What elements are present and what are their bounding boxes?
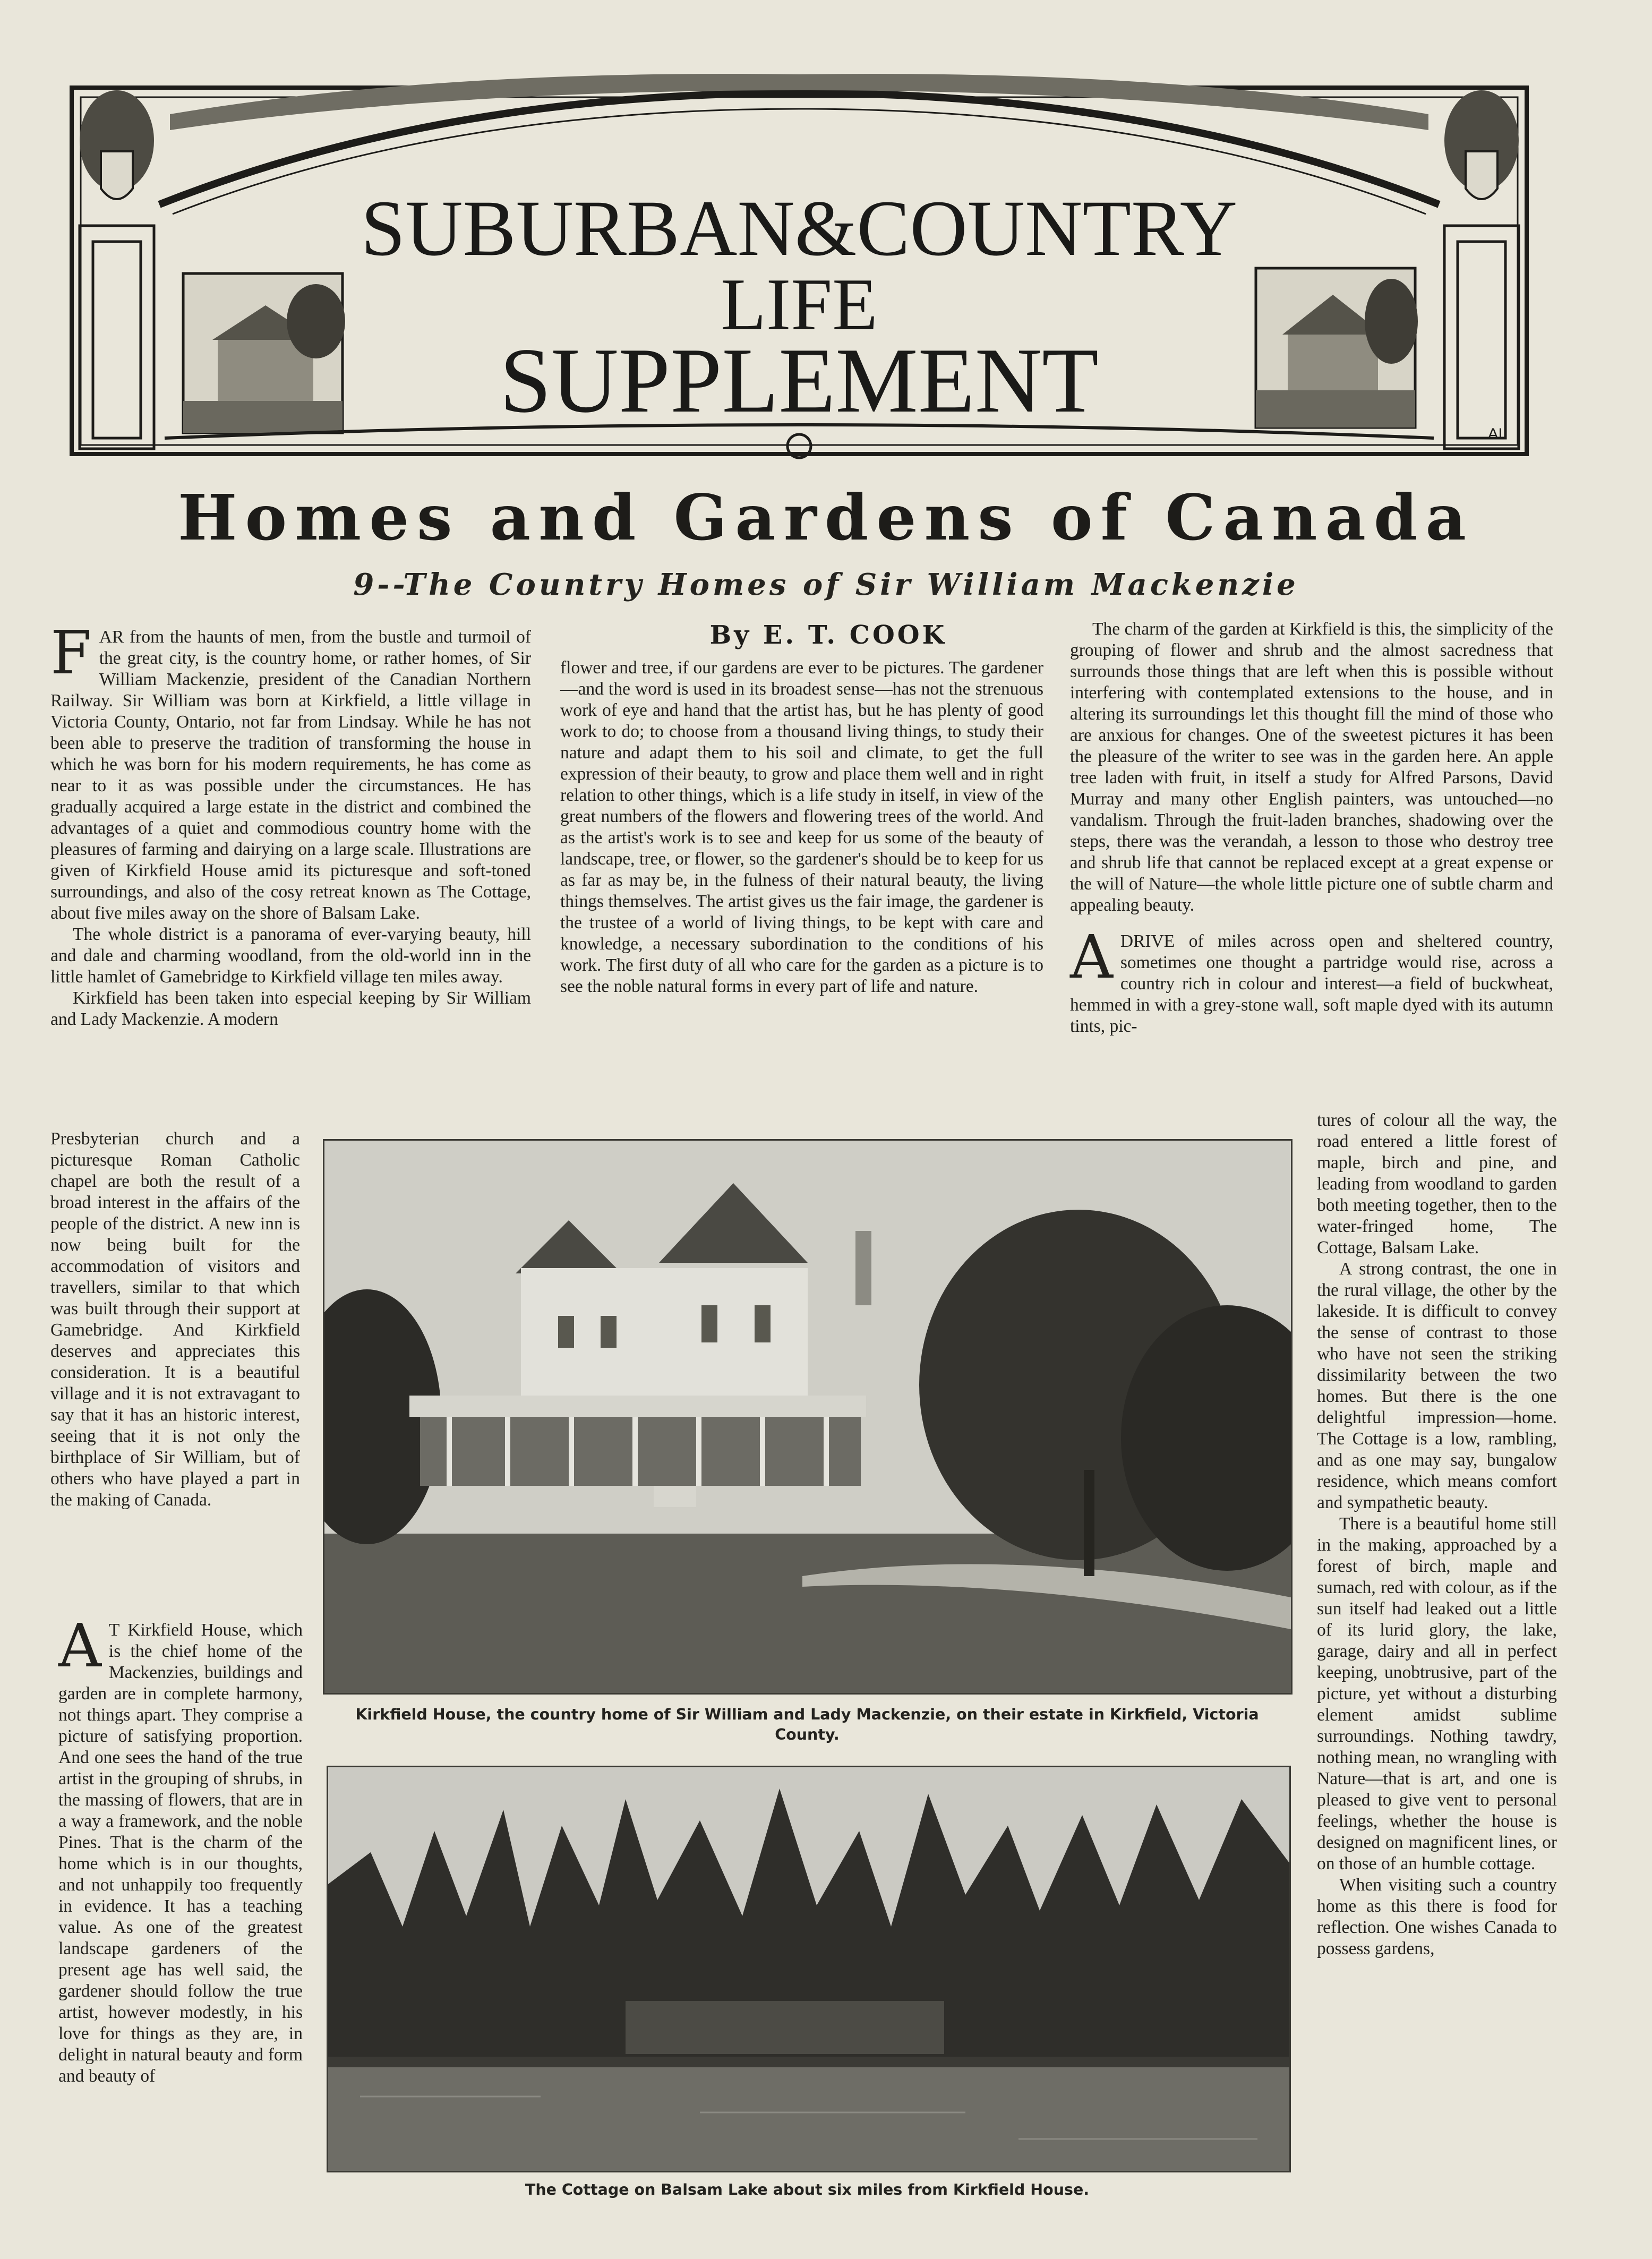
paragraph: There is a beautiful home still in the making, approached by a forest of birch, maple and sumach, red with colour, as if the sun itself had leaked out a little of its lurid glory, the lake, garage, dairy and all in perfect keeping, unobtrusive, part of the picture, yet without a disturbing element amidst sublime surroundings. Nothing tawdry, nothing mean, no wrangling with Nature—that is art, and one is pleased to give vent to personal feelings, whether the house is designed on magnificent lines, or on those of an humble cottage. (1317, 1514, 1557, 1873)
paragraph-text: DRIVE of miles across open and sheltered country, sometimes one thought a partridge would rise, across a country rich in colour and interest—a field of buckwheat, hemmed in with a grey-stone wall, soft maple dyed with its autumn tints, pic- (1070, 931, 1553, 1036)
column-left-narrow (50, 1128, 300, 1511)
drop-cap: A (58, 1612, 101, 1681)
column-left-top (50, 619, 531, 1030)
paragraph: tures of colour all the way, the road entered a little forest of maple, birch and pine, and leading from woodland to garden both meeting together, then to the water-fringed home, The Cottage, Balsam Lake. (1317, 1110, 1557, 1257)
photo-caption: The Cottage on Balsam Lake about six miles from Kirkfield House. (525, 2181, 1090, 2198)
column-right-narrow (1317, 1110, 1557, 1959)
column-right-top (1070, 619, 1553, 1037)
column-middle (560, 657, 1043, 997)
paragraph: The whole district is a panorama of ever-varying beauty, hill and dale and charming woodland, from the old-world inn in the little hamlet of Gamebridge to Kirkfield village ten miles away. (50, 925, 531, 987)
cottage-photo-illustration (328, 1767, 1289, 2171)
photo-kirkfield-house (323, 1139, 1293, 1695)
paragraph: A strong contrast, the one in the rural village, the other by the lakeside. It is difficult to convey the sense of contrast to those who have not seen the striking dissimilarity between the two homes. But there is the one delightful impression—home. The Cottage is a low, rambling, and as one may say, bungalow residence, which means comfort and sympathetic beauty. (1317, 1259, 1557, 1512)
paragraph-text: AR from the haunts of men, from the bustle and turmoil of the great city, is the country home, or rather homes, of Sir William Mackenzie, president of the Canadian Northern Railway. Sir William was born at Kirkfield, a little village in Victoria County, Ontario, not far from Lindsay. While he has not been able to preserve the tradition of transforming the house in which he was born for his modern requirements, he has come as near to it as was possible under the circumstances. He has gradually acquired a large estate in the district and combined the advantages of a quiet and commodious country home with the pleasures of farming and dairying on a large scale. Illustrations are given of Kirkfield House amid its picturesque and soft-toned surroundings, and also of the cosy retreat known as The Cottage, about five miles away on the shore of Balsam Lake. (50, 627, 531, 923)
photo-caption: Kirkfield House, the country home of Sir William and Lady Mackenzie, on their estate in Kirkfield, Victoria County. (355, 1706, 1259, 1743)
banner-monogram: AL (1487, 425, 1508, 443)
photo-the-cottage (327, 1766, 1291, 2172)
paragraph: Presbyterian church and a picturesque Roman Catholic chapel are both the result of a broad interest in the affairs of the people of the district. A new inn is now being built for the accommodation of visitors and travellers, similar to that which was built through their support at Gamebridge. And Kirkfield deserves and appreciates this consideration. It is a beautiful village and it is not extravagant to say that it has an historic interest, seeing that it is not only the birthplace of Sir William, but of others who have played a part in the making of Canada. (50, 1129, 300, 1510)
article-subhead: 9--The Country Homes of Sir William Mackenzie (353, 567, 1299, 602)
banner-ornament (69, 72, 1529, 467)
paragraph-text: T Kirkfield House, which is the chief home of the Mackenzies, buildings and garden are in complete harmony, not things apart. They comprise a picture of satisfying proportion. And one sees the hand of the true artist in the grouping of shrubs, in the massing of flowers, that are in a way a framework, and the noble Pines. That is the charm of the home which is in our thoughts, and not unhappily too frequently in evidence. It has a teaching value. As one of the greatest landscape gardeners of the present age has well said, the gardener should follow the true artist, however modestly, in his love for things as they are, in delight in natural beauty and form and beauty of (58, 1620, 303, 2086)
masthead-banner (69, 72, 1529, 467)
drop-cap: F (50, 619, 92, 688)
paragraph (58, 1612, 303, 2087)
article-headline: Homes and Gardens of Canada (178, 481, 1474, 554)
banner-line3: SUPPLEMENT (500, 329, 1099, 432)
paragraph: When visiting such a country home as this there is food for reflection. One wishes Canada to possess gardens, (1317, 1875, 1557, 1958)
paragraph: Kirkfield has been taken into especial keeping by Sir William and Lady Mackenzie. A modern (50, 988, 531, 1029)
column-left-bottom (58, 1612, 303, 2087)
paragraph: flower and tree, if our gardens are ever to be pictures. The gardener—and the word is used in its broadest sense—has not the strenuous work of eye and hand that the artist has, but he has plenty of good work to do; to choose from a thousand living things, to study their nature and adapt them to his soil and climate, to get the full expression of their beauty, to grow and place them well and in right relation to other things, which is a life study in itself, in view of the great numbers of the flowers and flowering trees of the world. And as the artist's work is to see and keep for us some of the beauty of landscape, tree, or flower, so the gardener's should be to keep for us as far as may be, in the fulness of their natural beauty, the living things themselves. The artist gives us the fair image, the gardener is the trustee of a world of living things, to be kept with care and knowledge, a necessary subordination to the conditions of his work. The first duty of all who care for the garden as a picture is to see the noble natural forms in every part of life and nature. (560, 658, 1043, 996)
paragraph: The charm of the garden at Kirkfield is this, the simplicity of the grouping of flower and shrub and the almost sacredness that surrounds those things that are left when this is possible without interfering with contemplated extensions to the house, and in altering its surroundings let this thought fill the mind of those who are anxious for changes. One of the sweetest pictures it has been the pleasure of the writer to see was in the garden here. An apple tree laden with fruit, in itself a study for Alfred Parsons, David Murray and many other English painters, was untouched—no vandalism. Through the fruit-laden branches, shadowing over the steps, there was the verandah, a lesson to those who destroy tree and shrub life that cannot be replaced except at a great expense or the will of Nature—the whole little picture one of subtle charm and appealing beauty. (1070, 619, 1553, 915)
banner-line1: SUBURBAN&COUNTRY (361, 184, 1238, 272)
paragraph (50, 619, 531, 924)
banner-line2: LIFE (721, 263, 878, 346)
house-photo-illustration (324, 1141, 1291, 1693)
article-byline: By E. T. COOK (709, 620, 947, 650)
paragraph (1070, 923, 1553, 1037)
drop-cap: A (1070, 923, 1113, 992)
